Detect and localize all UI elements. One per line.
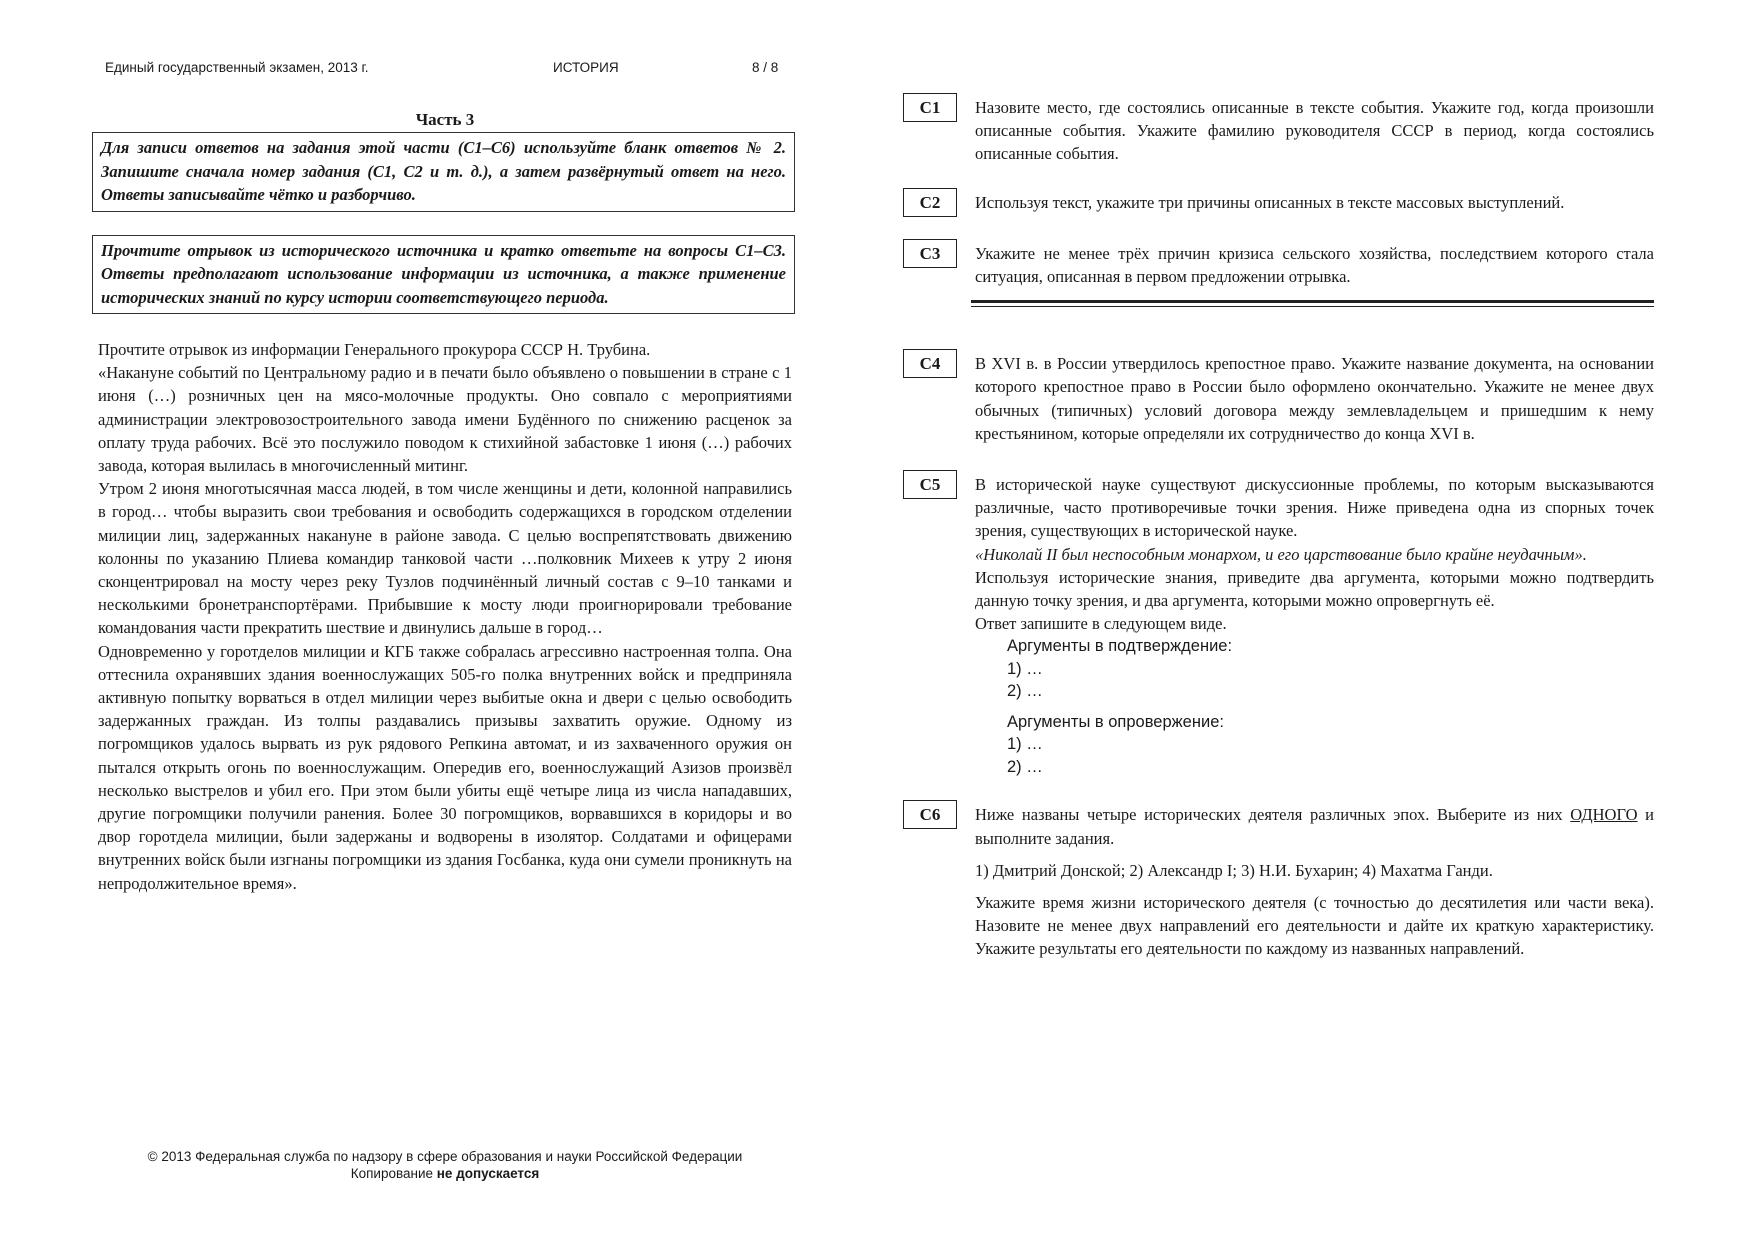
copyright-line: © 2013 Федеральная служба по надзору в сфере образования и науки Российской Федерации [147,1149,743,1164]
copy-notice-prefix: Копирование [350,1166,437,1181]
task-c3 [903,242,1654,288]
refute-item: 1) … [1007,735,1043,754]
confirm-item: 2) … [1007,682,1043,701]
task-number-box: С4 [903,349,957,378]
instruction-box-answers: Для записи ответов на задания этой части (С1–С6) используйте бланк ответов № 2. Запишите сначала номер задания (С1, С2 и т. д.), а затем развёрнутый ответ на него. Ответы записывайте чётко и разборчиво. [92,132,795,212]
task-c2 [903,191,1654,214]
refute-title: Аргументы в опровержение: [1007,712,1224,731]
left-column [98,110,792,895]
task-text: В XVI в. в России утвердилось крепостное право. Укажите название документа, на основании которого крепостное право в России было оформлено окончательно. Укажите не менее двух обычных (типичных) условий договора между землевладельцем и пришедшим к нему крестьянином, которые определяли их сотрудничество до конца XVI в. [975,354,1654,443]
task-text: Укажите не менее трёх причин кризиса сельского хозяйства, последствием которого стала ситуация, описанная в первом предложении отрывка. [975,243,1654,287]
task-number-box: С1 [903,93,957,122]
task-text: Ответ запишите в следующем виде. [975,614,1227,634]
task-number-box: С3 [903,239,957,268]
task-number-box: С5 [903,470,957,499]
task-text: Укажите время жизни исторического деятеля (с точностью до десятилетия или части века). Назовите не менее двух направлений его деятельности и дайте их краткую характеристику. Укажите результаты его деятельности по каждому из названных направлений. [975,893,1654,959]
source-excerpt [98,338,792,895]
task-text-part: Ниже названы четыре исторических деятеля различных эпох. Выберите из них [975,805,1571,825]
excerpt-paragraph: Утром 2 июня многотысячная масса людей, в том числе женщины и дети, колонной направились в город… чтобы выразить свои требования и освободить содержащихся в городском отделении милиции лиц, задержанных накануне в районе завода. С целью воспрепятствовать движению колонны по указанию Плиева командир танковой части …полковник Михеев к утру 2 июня сконцентрировал на мосту через реку Тузлов подчинённый личный состав с 9–10 танками и несколькими бронетранспортёрами. Прибывшие к мосту люди проигнорировали требование командования части прекратить шествие и двинулись дальше в город… [98,479,792,638]
copyright-footer [98,1148,792,1182]
task-text: Используя текст, укажите три причины описанных в тексте массовых выступлений. [975,192,1565,212]
header-page-number: 8 / 8 [752,60,779,75]
header-subject: ИСТОРИЯ [553,60,619,75]
task-text: Назовите место, где состоялись описанные в тексте события. Укажите год, когда произошли описанные события. Укажите фамилию руководителя СССР в период, когда состоялись описанные события. [975,98,1654,164]
copy-notice [98,1165,792,1182]
confirm-title: Аргументы в подтверждение: [1007,637,1233,656]
excerpt-paragraph: Одновременно у горотделов милиции и КГБ также собралась агрессивно настроенная толпа. Она оттеснила охранявших здания военнослужащих 505-го полка внутренних войск и предприняла активную попытку ворваться в отдел милиции через выбитые окна и двери с целью освободить задержанных граждан. Из толпы раздавались призывы захватить оружие. Одному из погромщиков удалось вырвать из рук рядового Репкина автомат, и из захваченного оружия он пытался открыть огонь по военнослужащим. Опередив его, военнослужащий Азизов произвёл несколько выстрелов и убил его. При этом были убиты ещё четыре лица из числа нападавших, другие погромщики получили ранения. Более 30 погромщиков, ворвавшихся в коридоры и во двор горотдела милиции, были задержаны и водворены в изолятор. Солдатами и офицерами внутренних войск были изгнаны погромщики из здания Госбанка, куда они сумели проникнуть на непродолжительное время». [98,641,792,893]
task-text: В исторической науке существуют дискуссионные проблемы, по которым высказываются различные, часто противоречивые точки зрения. Ниже приведена одна из спорных точек зрения, существующих в исторической науке. [975,475,1654,541]
refute-item: 2) … [1007,757,1043,776]
task-number-box: С2 [903,188,957,217]
confirm-item: 1) … [1007,659,1043,678]
task-c4 [903,352,1654,445]
historical-figures-list: 1) Дмитрий Донской; 2) Александр I; 3) Н.И. Бухарин; 4) Махатма Ганди. [975,860,1493,880]
instruction-box-source: Прочтите отрывок из исторического источника и кратко ответьте на вопросы С1–С3. Ответы предполагают использование информации из источника, а также применение исторических знаний по курсу истории соответствующего периода. [92,235,795,315]
right-column [903,96,1654,961]
excerpt-intro: Прочтите отрывок из информации Генерального прокурора СССР Н. Трубина. [98,340,651,359]
task-text [975,803,1654,849]
copy-notice-bold: не допускается [436,1166,540,1181]
header-exam: Единый государственный экзамен, 2013 г. [105,60,369,75]
task-quote: «Николай II был неспособным монархом, и его царствование было крайне неудачным». [975,544,1587,564]
task-c1 [903,96,1654,166]
task-text: Используя исторические знания, приведите два аргумента, которыми можно подтвердить данную точку зрения, и два аргумента, которыми можно опровергнуть её. [975,567,1654,611]
excerpt-paragraph: «Накануне событий по Центральному радио и в печати было объявлено о повышении в стране с 1 июня (…) розничных цен на мясо-молочные продукты. Оно совпало с мероприятиями администрации электровозостроительного завода имени Будённого по снижению расценок за оплату труда рабочих. Всё это послужило поводом к стихийной забастовке 1 июня (…) рабочих завода, которая вылилась в многочисленный митинг. [98,363,792,476]
section-divider [971,300,1654,306]
task-c5 [903,473,1654,778]
task-text-emphasis: ОДНОГО [1570,805,1638,825]
task-text-part: и выполните задания. [975,805,1654,848]
task-c6 [903,803,1654,960]
part-title: Часть 3 [415,110,475,129]
answer-form [1007,635,1654,778]
task-number-box: С6 [903,800,957,829]
